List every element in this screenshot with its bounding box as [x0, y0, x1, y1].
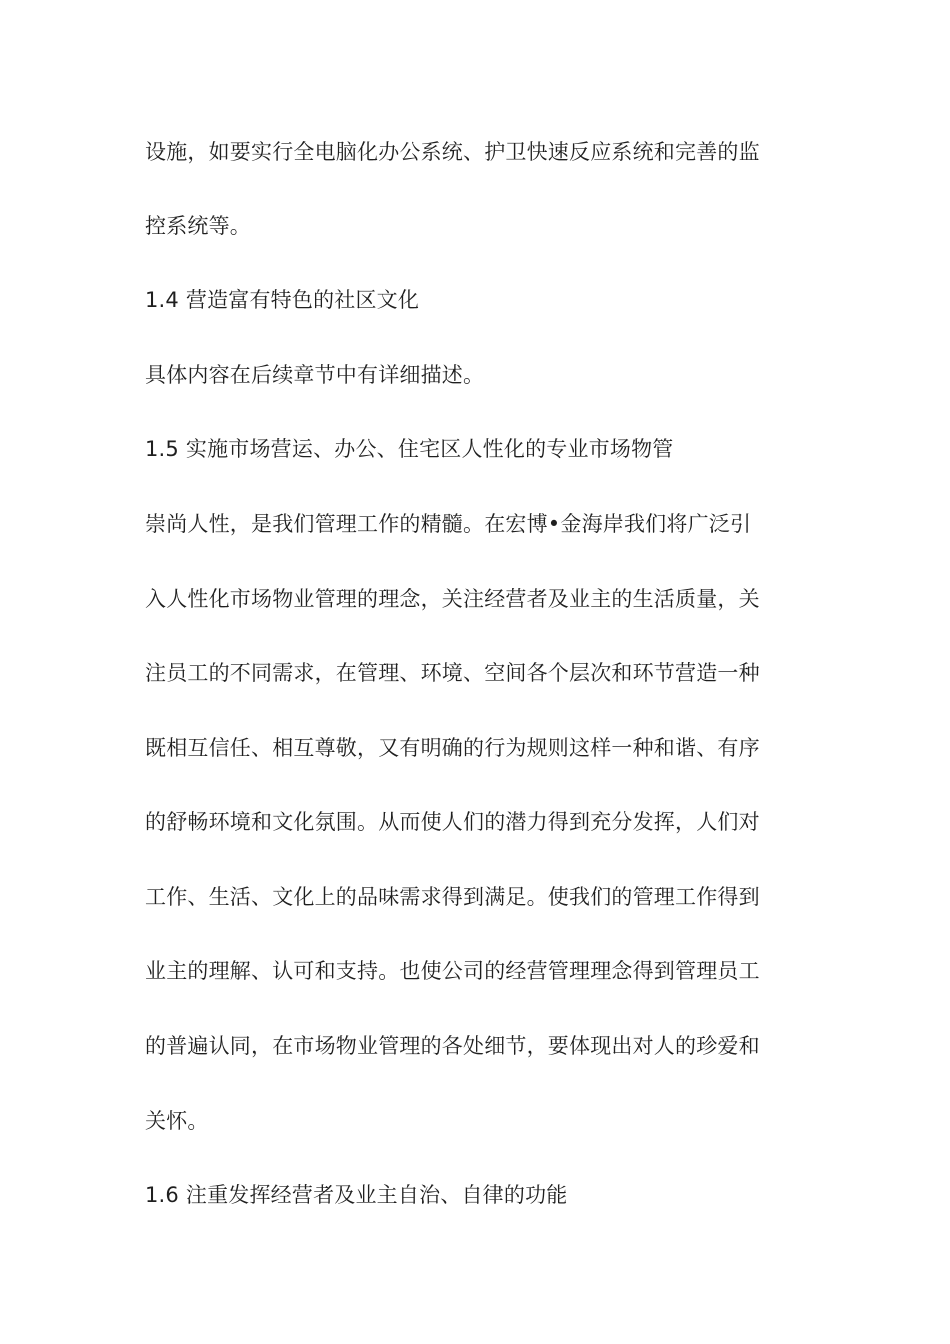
paragraph-line: 注员工的不同需求，在管理、环境、空间各个层次和环节营造一种 [145, 661, 760, 685]
paragraph-line: 工作、生活、文化上的品味需求得到满足。使我们的管理工作得到 [145, 885, 760, 909]
paragraph-line: 控系统等。 [145, 214, 251, 238]
section-heading-1-4: 1.4 营造富有特色的社区文化 [145, 288, 420, 312]
section-heading-1-5: 1.5 实施市场营运、办公、住宅区人性化的专业市场物管 [145, 437, 674, 461]
paragraph-line: 业主的理解、认可和支持。也使公司的经营管理理念得到管理员工 [145, 959, 760, 983]
paragraph-line: 的普遍认同，在市场物业管理的各处细节，要体现出对人的珍爱和 [145, 1034, 760, 1058]
paragraph-line: 既相互信任、相互尊敬，又有明确的行为规则这样一种和谐、有序 [145, 736, 760, 760]
paragraph-line: 关怀。 [145, 1109, 209, 1133]
paragraph-line: 的舒畅环境和文化氛围。从而使人们的潜力得到充分发挥，人们对 [145, 810, 760, 834]
paragraph-line: 具体内容在后续章节中有详细描述。 [145, 363, 485, 387]
paragraph-line: 入人性化市场物业管理的理念，关注经营者及业主的生活质量，关 [145, 587, 760, 611]
section-heading-1-6: 1.6 注重发挥经营者及业主自治、自律的功能 [145, 1183, 568, 1207]
paragraph-line: 设施，如要实行全电脑化办公系统、护卫快速反应系统和完善的监 [145, 140, 760, 164]
paragraph-line: 崇尚人性，是我们管理工作的精髓。在宏博•金海岸我们将广泛引 [145, 512, 752, 536]
